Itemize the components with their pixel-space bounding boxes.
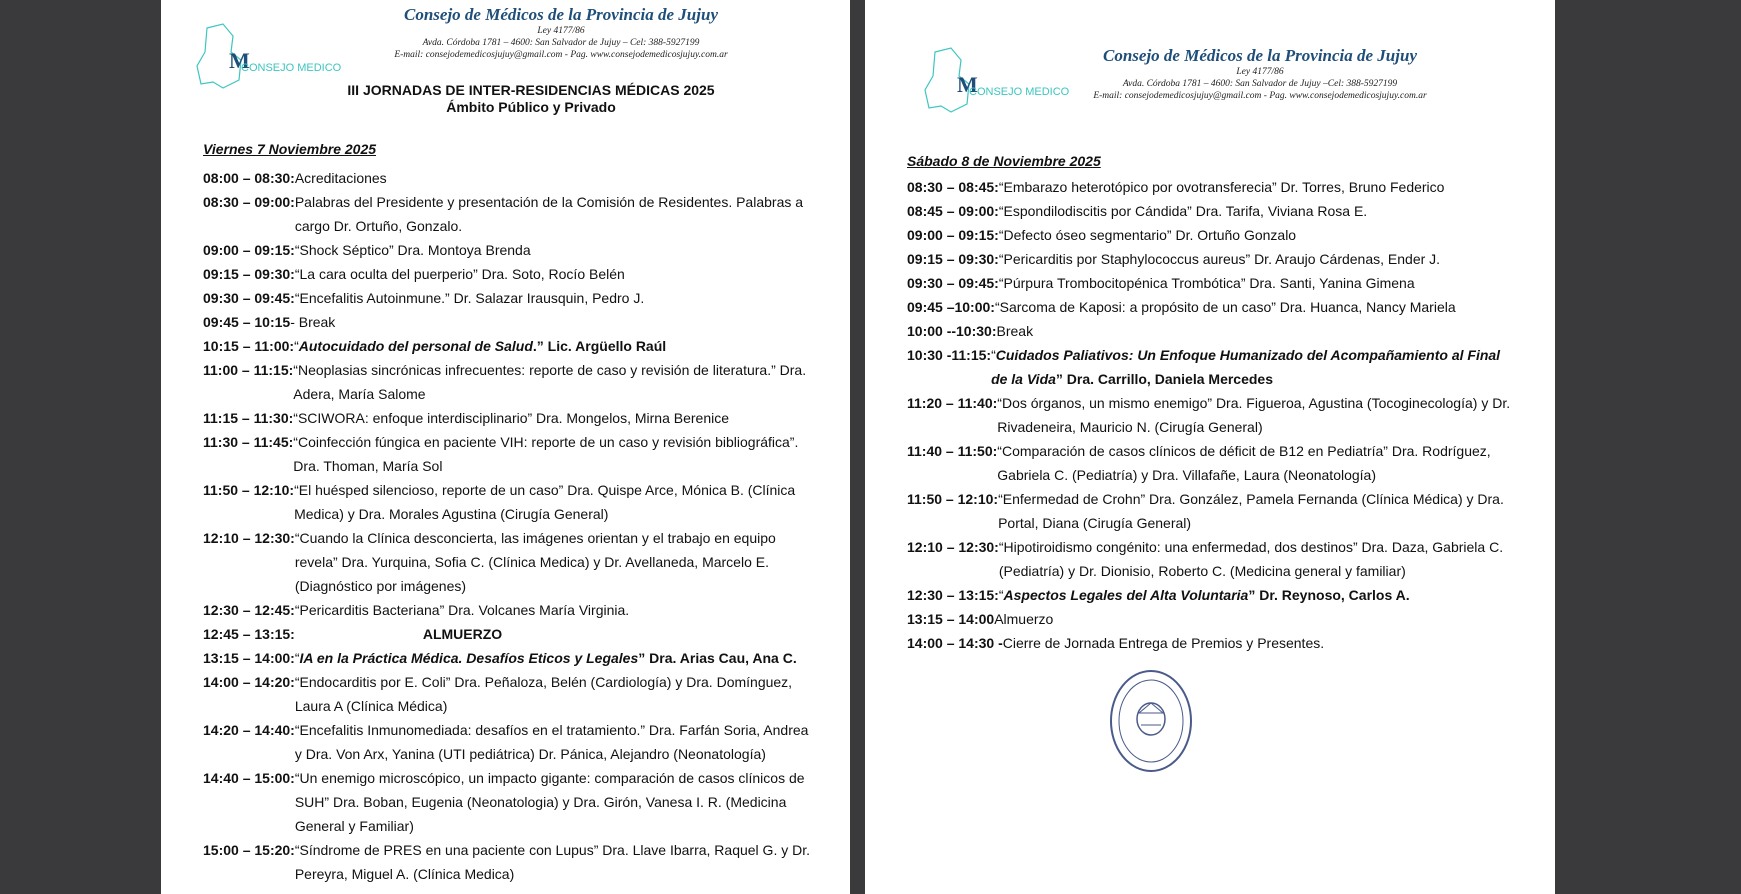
talk-text: - Break [290,314,336,330]
document-page-2 [865,0,1555,894]
schedule-time: 14:00 – 14:30 - [907,635,1003,651]
schedule-row [203,190,811,238]
schedule-time: 15:00 – 15:20: [203,842,295,858]
org-email: E-mail: consejodemedicosjujuy@gmail.com - Pag. www.consejodemedicosjujuy.com.ar [1093,91,1427,101]
talk-text: “Enfermedad de Crohn” Dra. González, Pamela Fernanda (Clínica Médica) y Dra. Portal, Diana (Cirugía General) [998,491,1504,531]
schedule-time: 11:15 – 11:30: [203,410,294,426]
keynote-title: Cuidados Paliativos: Un Enfoque Humanizado del Acompañamiento al Final de la Vida [991,347,1501,387]
schedule-description [295,190,811,238]
talk-text: “Embarazo heterotópico por ovotransferecia” Dr. Torres, Bruno Federico [998,179,1445,195]
schedule-description [998,487,1517,535]
schedule-row [203,766,811,838]
schedule-description [295,526,811,598]
schedule-description [295,646,811,670]
schedule-time: 09:45 –10:00: [907,299,995,315]
schedule-description [999,583,1517,607]
schedule-description [294,334,811,358]
schedule-description [295,166,811,190]
schedule-description [999,199,1517,223]
talk-text: Acreditaciones [294,170,387,186]
schedule-time: 12:45 – 13:15: [203,626,295,642]
schedule-time: 09:15 – 09:30: [907,251,999,267]
day2-schedule [907,175,1517,655]
schedule-description [994,607,1517,631]
org-name: Consejo de Médicos de la Provincia de Jujuy [1102,46,1417,65]
schedule-description [294,478,811,526]
schedule-row [203,358,811,406]
org-address: Avda. Córdoba 1781 – 4600: San Salvador de Jujuy – Cel: 388-5927199 [422,38,700,48]
schedule-time: 12:10 – 12:30: [907,539,999,555]
schedule-description [290,310,811,334]
schedule-row [907,223,1517,247]
schedule-row [203,334,811,358]
schedule-description [295,286,811,310]
schedule-row [907,295,1517,319]
schedule-time: 10:00 --10:30: [907,323,997,339]
schedule-description [999,247,1517,271]
schedule-description [295,838,811,886]
schedule-time: 13:15 – 14:00: [203,650,295,666]
keynote-title: Autocuidado del personal de Salud [298,338,533,354]
talk-text: “Dos órganos, un mismo enemigo” Dra. Figueroa, Agustina (Tocoginecología) y Dr. Rivadeneira, Mauricio N. (Cirugía General) [997,395,1511,435]
schedule-row [907,439,1517,487]
svg-text:M: M [229,48,250,73]
lunch-label: ALMUERZO [422,626,503,642]
schedule-row [907,607,1517,631]
schedule-row [907,391,1517,439]
svg-text:M: M [957,72,978,97]
schedule-row [203,406,811,430]
schedule-time: 12:30 – 12:45: [203,602,295,618]
schedule-description [991,343,1517,391]
schedule-row [203,286,811,310]
schedule-time: 10:30 -11:15: [907,347,992,363]
schedule-time: 13:15 – 14:00 [907,611,995,627]
schedule-row [203,478,811,526]
schedule-description [295,262,811,286]
schedule-row [203,718,811,766]
schedule-time: 10:15 – 11:00: [203,338,295,354]
keynote-speaker: ” Dra. Carrillo, Daniela Mercedes [1055,371,1273,387]
schedule-row [907,271,1517,295]
schedule-row [907,343,1517,391]
schedule-row [907,487,1517,535]
schedule-description [295,670,811,718]
org-ley: Ley 4177/86 [537,26,585,36]
schedule-time: 09:30 – 09:45: [907,275,999,291]
schedule-time: 12:30 – 13:15: [907,587,999,603]
logo-text: CONSEJO MEDICO [969,86,1070,98]
schedule-time: 09:30 – 09:45: [203,290,295,306]
schedule-row [203,838,811,886]
talk-text: “La cara oculta del puerperio” Dra. Soto, Rocío Belén [294,266,625,282]
talk-text: “Cuando la Clínica desconcierta, las imágenes orientan y el trabajo en equipo revela” Dra. Yurquina, Sofia C. (Clínica Medica) y Dr. Avellaneda, Marcelo E. (Diagnóstico por imágenes) [294,530,776,594]
schedule-description [293,406,811,430]
org-name: Consejo de Médicos de la Provincia de Jujuy [403,5,718,24]
schedule-description [997,319,1518,343]
schedule-row [203,526,811,598]
logo-text: CONSEJO MEDICO [241,62,342,74]
talk-text: “Pericarditis por Staphylococcus aureus” Dr. Araujo Cárdenas, Ender J. [998,251,1441,267]
schedule-description [295,766,811,838]
schedule-row [907,535,1517,583]
talk-text: “Sarcoma de Kaposi: a propósito de un caso” Dra. Huanca, Nancy Mariela [994,299,1456,315]
schedule-description [295,718,811,766]
schedule-time: 11:30 – 11:45: [203,434,294,450]
keynote-title: IA en la Práctica Médica. Desafíos Eticos y Legales [299,650,639,666]
schedule-row [907,199,1517,223]
talk-text: “Síndrome de PRES en una paciente con Lupus” Dra. Llave Ibarra, Raquel G. y Dr. Pereyra, Miguel A. (Clínica Medica) [294,842,811,882]
talk-text: “Espondilodiscitis por Cándida” Dra. Tarifa, Viviana Rosa E. [998,203,1368,219]
talk-text: “Defecto óseo segmentario” Dr. Ortuño Gonzalo [998,227,1297,243]
document-page-1 [161,0,850,894]
keynote-speaker: .” Lic. Argüello Raúl [532,338,667,354]
schedule-time: 09:00 – 09:15: [203,242,295,258]
talk-text: Almuerzo [994,611,1054,627]
talk-text: “Shock Séptico” Dra. Montoya Brenda [294,242,531,258]
keynote-speaker: ” Dr. Reynoso, Carlos A. [1248,587,1410,603]
schedule-description [1003,631,1517,655]
talk-text: Palabras del Presidente y presentación de la Comisión de Residentes. Palabras a cargo Dr. Ortuño, Gonzalo. [294,194,804,234]
document-subtitle: Ámbito Público y Privado [446,99,616,115]
schedule-row [203,310,811,334]
schedule-row [203,430,811,478]
consejo-medico-logo [921,46,1070,118]
talk-text: “Coinfección fúngica en paciente VIH: reporte de un caso y revisión bibliográfica”. Dra. Thoman, María Sol [293,434,799,474]
schedule-description [995,295,1517,319]
schedule-description [999,223,1517,247]
schedule-time: 08:45 – 09:00: [907,203,999,219]
schedule-time: 11:50 – 12:10: [203,482,295,498]
official-seal [1105,665,1197,777]
schedule-description [999,175,1517,199]
talk-text: “SCIWORA: enfoque interdisciplinario” Dra. Mongelos, Mirna Berenice [293,410,730,426]
schedule-time: 12:10 – 12:30: [203,530,295,546]
schedule-time: 08:30 – 08:45: [907,179,999,195]
day1-heading: Viernes 7 Noviembre 2025 [203,141,377,157]
talk-text: “ [294,338,299,354]
schedule-row [203,670,811,718]
schedule-description [999,535,1517,583]
schedule-row [907,631,1517,655]
schedule-row [907,247,1517,271]
talk-text: Break [996,323,1034,339]
schedule-description [293,358,811,406]
schedule-time: 14:40 – 15:00: [203,770,295,786]
schedule-description [295,238,811,262]
talk-text: “Endocarditis por E. Coli” Dra. Peñaloza, Belén (Cardiología) y Dra. Domínguez, Laura A (Clínica Médica) [294,674,793,714]
schedule-description [997,439,1517,487]
schedule-row [203,646,811,670]
schedule-time: 08:30 – 09:00: [203,194,295,210]
talk-text: “El huésped silencioso, reporte de un caso” Dra. Quispe Arce, Mónica B. (Clínica Medica) y Dra. Morales Agustina (Cirugía General) [294,482,796,522]
talk-text: “Púrpura Trombocitopénica Trombótica” Dra. Santi, Yanina Gimena [998,275,1415,291]
schedule-row [907,319,1517,343]
schedule-time: 14:20 – 14:40: [203,722,295,738]
schedule-row [203,262,811,286]
schedule-time: 08:00 – 08:30: [203,170,295,186]
talk-text: “Encefalitis Autoinmune.” Dr. Salazar Irausquin, Pedro J. [294,290,645,306]
schedule-description [293,430,811,478]
org-email: E-mail: consejodemedicosjujuy@gmail.com - Pag. www.consejodemedicosjujuy.com.ar [394,50,728,60]
schedule-time: 14:00 – 14:20: [203,674,295,690]
talk-text: Cierre de Jornada Entrega de Premios y Presentes. [1002,635,1325,651]
talk-text: “Hipotiroidismo congénito: una enfermedad, dos destinos” Dra. Daza, Gabriela C. (Pediatría) y Dr. Dionisio, Roberto C. (Medicina general y familiar) [998,539,1504,579]
schedule-time: 11:00 – 11:15: [203,362,294,378]
org-ley: Ley 4177/86 [1236,67,1284,77]
day1-schedule [203,166,811,886]
schedule-time: 09:45 – 10:15 [203,314,291,330]
schedule-row [203,238,811,262]
schedule-time: 11:50 – 12:10: [907,491,999,507]
schedule-row [203,166,811,190]
talk-text: “ [998,587,1004,603]
schedule-time: 11:20 – 11:40: [907,395,998,411]
talk-text: “ [294,650,300,666]
day2-heading: Sábado 8 de Noviembre 2025 [907,153,1101,169]
schedule-row [907,583,1517,607]
schedule-row [907,175,1517,199]
schedule-description [997,391,1517,439]
schedule-description [295,598,811,622]
document-title: III JORNADAS DE INTER-RESIDENCIAS MÉDICAS 2025 [347,82,715,98]
keynote-speaker: ” Dra. Arias Cau, Ana C. [638,650,797,666]
talk-text: “Pericarditis Bacteriana” Dra. Volcanes María Virginia. [294,602,630,618]
talk-text: “Un enemigo microscópico, un impacto gigante: comparación de casos clínicos de SUH” Dra. Boban, Eugenia (Neonatologia) y Dra. Girón, Vanesa I. R. (Medicina General y Familiar) [294,770,805,834]
schedule-description [999,271,1517,295]
schedule-time: 09:15 – 09:30: [203,266,295,282]
talk-text: “Neoplasias sincrónicas infrecuentes: reporte de caso y revisión de literatura.” Dra. Adera, María Salome [293,362,807,402]
schedule-row [203,598,811,622]
talk-text: “Comparación de casos clínicos de déficit de B12 en Pediatría” Dra. Rodríguez, Gabriela C. (Pediatría) y Dra. Villafañe, Laura (Neonatología) [997,443,1491,483]
schedule-time: 11:40 – 11:50: [907,443,998,459]
schedule-time: 09:00 – 09:15: [907,227,999,243]
talk-text: “ [991,347,996,363]
keynote-title: Aspectos Legales del Alta Voluntaria [1003,587,1249,603]
schedule-row [203,622,811,646]
org-address: Avda. Córdoba 1781 – 4600: San Salvador de Jujuy –Cel: 388-5927199 [1122,79,1398,89]
talk-text: “Encefalitis Inmunomediada: desafíos en el tratamiento.” Dra. Farfán Soria, Andrea y Dra. Von Arx, Yanina (UTI pediátrica) Dr. Pánica, Alejandro (Neonatología) [294,722,809,762]
schedule-description [295,622,811,646]
